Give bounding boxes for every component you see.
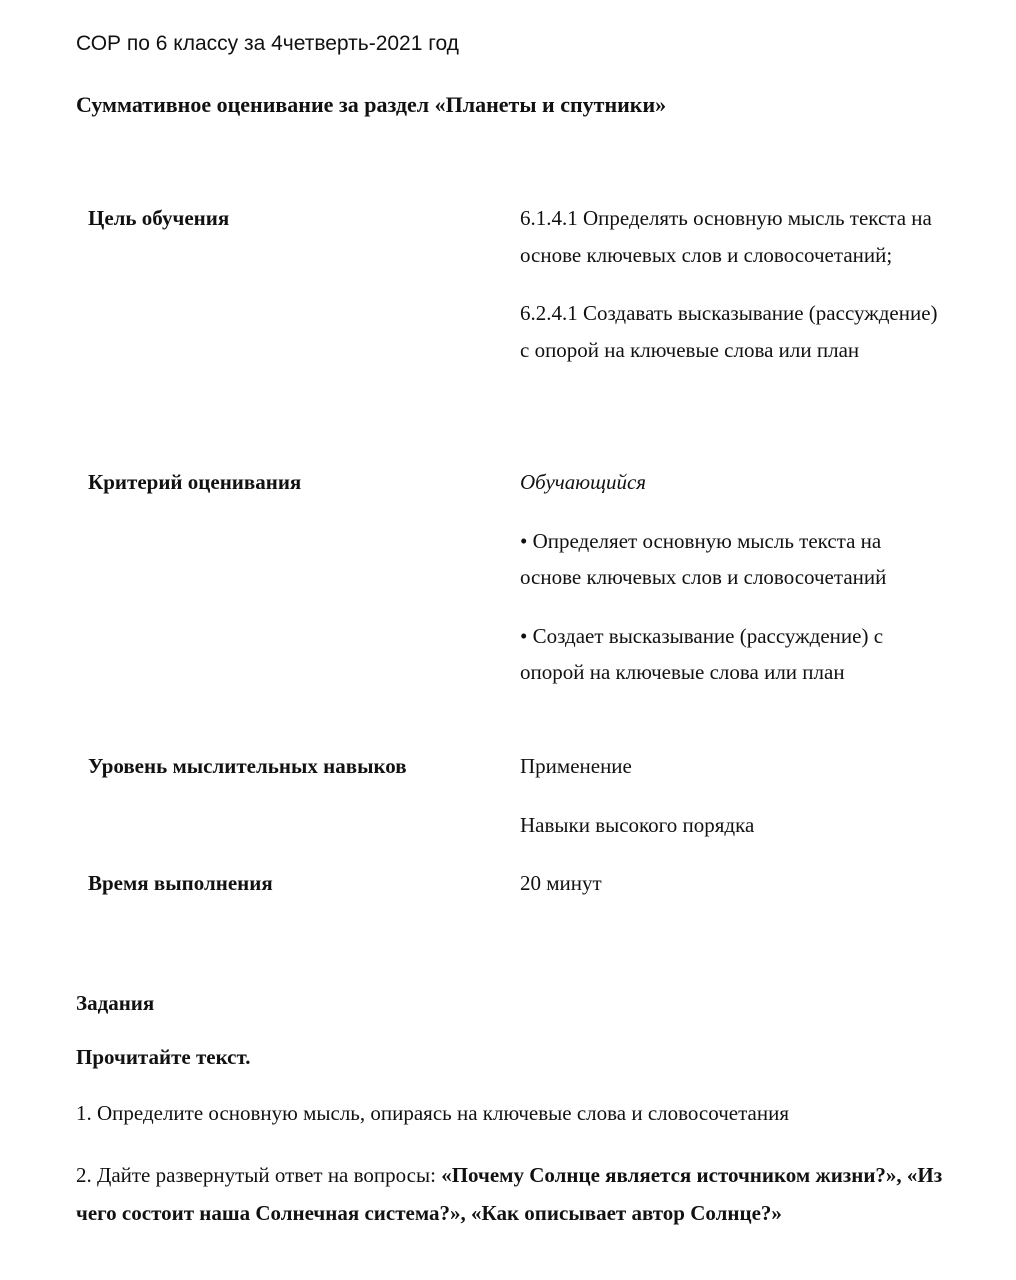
assessment-info-table [88, 200, 948, 925]
learning-goal-1: 6.1.4.1 Определять основную мысль текста на основе ключевых слов и словосочетаний; [520, 206, 932, 267]
read-instruction: Прочитайте текст. [76, 1045, 251, 1069]
task-1: 1. Определите основную мысль, опираясь на ключевые слова и словосочетания [76, 1101, 789, 1125]
table-row-assessment-criteria [88, 464, 948, 748]
criteria-item-2: • Создает высказывание (рассуждение) с опорой на ключевые слова или план [520, 623, 884, 684]
task-2 [76, 1157, 946, 1232]
row-label: Критерий оценивания [88, 470, 302, 494]
skill-level-1: Применение [520, 754, 632, 778]
row-label: Время выполнения [88, 871, 273, 895]
row-values [520, 200, 940, 368]
document-header: СОР по 6 классу за 4четверть-2021 год [76, 32, 459, 55]
table-row-learning-goal [88, 200, 948, 464]
completion-time-value: 20 минут [520, 871, 602, 895]
row-label: Уровень мыслительных навыков [88, 754, 407, 778]
document-title: Суммативное оценивание за раздел «Планеты и спутники» [76, 92, 667, 117]
task-2-questions: «Почему Солнце является источником жизни?», «Из чего состоит наша Солнечная система?», «Как описывает автор Солнце?» [76, 1163, 943, 1225]
tasks-heading: Задания [76, 991, 155, 1015]
table-row-thinking-skills [88, 748, 948, 865]
learning-goal-2: 6.2.4.1 Создавать высказывание (рассуждение) с опорой на ключевые слова или план [520, 301, 938, 362]
skill-level-2: Навыки высокого порядка [520, 812, 755, 837]
row-values [520, 865, 940, 902]
criteria-item-1: • Определяет основную мысль текста на основе ключевых слов и словосочетаний [520, 528, 887, 589]
row-values [520, 464, 940, 691]
criteria-subject: Обучающийся [520, 470, 647, 494]
table-row-completion-time [88, 865, 948, 925]
row-label: Цель обучения [88, 206, 230, 230]
row-values [520, 748, 940, 843]
task-2-prefix: 2. Дайте развернутый ответ на вопросы: [76, 1163, 442, 1187]
